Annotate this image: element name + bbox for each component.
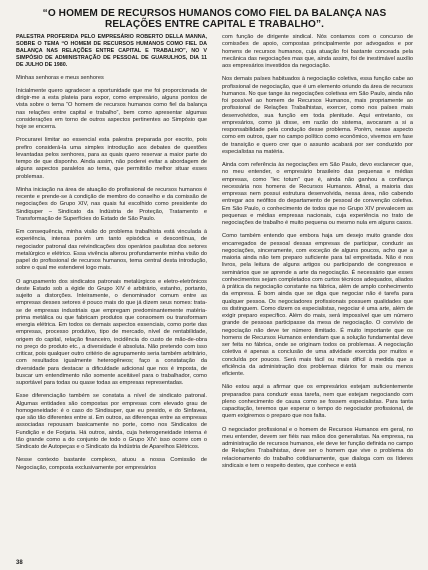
article-paragraph: Como também entendo que embora haja um desejo muito grande dos encarregados de pessoal dessas empresas de participar, conduzir as negociações, sinceramente, com exceção de alguns poucos, acho que a maioria ainda não tem preparo suficiente para tal empreitada. Não é nos livros, pela leitura de alguns artigos ou participando de congressos e seminários que se aprende a arte da negociação. É necessário que esses conhecimentos sejam completados com curtos técnicos adequados, aliados à prática da negociação constante na fábrica, além de amplo conhecimento da empresa. É bom ainda que se diga que negociar não é tarefa para qualquer pessoa. Os negociadores profissionais possuem qualidades que os distinguem. Como dizem os especialistas, negociar é uma arte, além de exigir preparo específico. Além do mais, será impossível que um número grande de pessoas participasse da mesa de negociação. O convívio de negociação não deve ter número ilimitado. É muito importante que os homens de Recursos Humanos entendam que a solução fundamental deve ser feita no fábrica, onde se originam todos os problemas. A negociação coletiva é apenas a conclusão de uma atividade exercida por muitos e concluída por poucos. Será mais fácil ou mais difícil à medida que a eficiência da administração dos problemas diários for mais ou menos eficiente. [222,233,413,377]
article-paragraph: com função de dirigente sindical. Nós contamos com o concurso de comissões de apoio, compostas principalmente por advogados e por homens de recursos humanos, cuja atuação foi bastante conceada pela mecânica das negociações mas que, ainda assim, foi de inestimável auxílio aos empresários investidos da negociação. [222,34,413,69]
article-paragraph: Minhas senhoras e meus senhores [16,74,104,81]
article-paragraph: O agrupamento dos sindicatos patronais metalúrgicos e eletro-eletrônicos deste Estado sob a égide do Grupo XIV é arbitrário, estanho, portanto, sujeito a distorções. Inteiramente, o denominador comum entre as empresas desses setores é pouco mais do que já dizem seus nomes: trata-se de empresas industriais que empregam predominantemente matéria-prima metálica ou que fabricam produtos que consomem ou transformam energia elétrica. Em todos os demais aspectos essenciais, como porte das empresas, processo produtivo, tipo de mercado, nível de rentabilidade, origem do capital, relação financeiro, incidência do custo de mão-de-obra no preço do produto etc., a diversidade é absoluta. Não pretendo com isso criticar, pois qualquer outro critério de agrupamento seria também arbitrário, com resultados igualmente heterogêneos; faço a constatação da diversidade para destacar a dificuldade adicional que nos é imposta, de buscar um entendimento não somente aceitável para o trabalhador, como suportável para todas ou quase todas as empresas representadas. [16,278,207,387]
article-paragraph: Em consequência, minha visão do problema trabalhista está vinculada à experiência, intensa porém um tanto episódica e descontínua, de negociador patronal das reivindicações dos operários paulistas dos setores metalúrgico e elétrico. Essa vivência alterou profundamente minha visão do papel do profissional de recursos humanos, tema central desta introdução, sobre o qual me estenderei logo mais. [16,229,207,272]
article-lead: PALESTRA PROFERIDA PELO EMPRESÁRIO ROBERTO DELLA MANNA, SOBRE O TEMA “O HOMEM DE RECURSOS HUMANOS COMO FIEL DA BALANÇA NAS RELAÇÕES ENTRE CAPITAL E TRABALHO”, NO V SIMPÓSIO DE ADMINISTRAÇÃO DE PESSOAL DE GUARULHOS, DIA 11 DE JULHO DE 1980. [16,34,207,68]
article-paragraph: Minha iniciação na área de atuação do profissional de recursos humanos é recente e prende-se à condição de membro do conselho e da comissão de negociações do Grupo XIV, nas quais fui escolhido como presidente do Sindiquper – Sindicato da Indústria de Proteção, Tratamento e Transformação de Superfícies do Estado de São Paulo. [16,186,207,222]
article-paragraph: Inicialmente quero agradecer a oportunidade que me foi proporcionada de dirigir-me a esta plateia para expor, como empresário, alguns pontos de vista sobre o tema “O homem de recursos humanos como fiel da balança nas relações entre capital e trabalho”, bem como apresentar algumas considerações em torno de outros aspectos pertinentes ao Simpósio que hoje se encerra. [16,87,207,131]
article-paragraph: O negociador profissional e o homem de Recursos Humanos em geral, no meu entender, devem ser fiéis nas mãos dos generalistas. Na empresa, na administração de recursos humanos, ele deve ter função definida no campo de Relações Trabalhistas, deve ser o homem que vive o problema do relacionamento do trabalho cotidianamente, que dialoga com os líderes sindicais e tem o respeito destes, que conhece e está [222,426,413,469]
left-column [16,34,207,478]
page-number: 38 [16,560,23,566]
article-paragraph: Nesse contexto bastante complexo, atuou a nossa Comissão de Negociação, composta exclusivamente por empresários [16,457,207,471]
article-title: “O HOMEM DE RECURSOS HUMANOS COMO FIEL DA BALANÇA NAS RELAÇÕES ENTRE CAPITAL E TRABALHO”. [42,8,387,30]
article-paragraph: Esse diferenciação também se constata a nível de sindicato patronal. Algumas entidades são compostas por empresas com elevado grau de homogeneidade: é o caso do Sindisuper, que eu presido, e do Sinfavea, que são tão diferentes entre si. Em outros, as diferenças entre as empresas associadas repousam basicamente no porte, como nos Sindicatos de Fundição e de Forjaria. Há outros, ainda, cuja heterogeneidade interna é tão grande como a do conjunto de todo o Grupo XIV: isso ocorre com o Sindicato de Autopeças e o Sindicato da Indústria de Aparelhos Elétricos. [16,393,207,451]
article-paragraph: Nos demais países habituados à negociação coletiva, essa função cabe ao profissional de negociação, que é um elemento oriundo da área de recursos humanos. No que tange às negociações coletivas em São Paulo, ainda não foi possível ao homem de Recursos Humanos, mais propriamente ao profissional de Relações Trabalhistas, exercer, como nos países mais desenvolvidos, sua função em toda plenitude. Aqui entretanto, os empresários, como já disse, em razão do sistema, avocaram a si a responsabilidade pela condução desse problema. Porém, nesse aspecto como em outros, quer no campo político como econômico, vivemos em fase de transição e quero crer que o assunto acabará por ser conduzido por especialistas na matéria. [222,76,413,155]
right-column [222,34,413,478]
article-paragraph: Ainda com referência às negociações em São Paulo, devo esclarecer que, no meu entender, o empresário brasileiro das pequenas e médias empresas, como “lec totum” que é, ainda não ganhou a confiança necessária nos homens de Recursos Humanos. Afinal, a maioria das empresas nem possui estrutura desenvolvida, nessa área, não cabendo entregar aos neófitos do departamento de pessoal de convenção coletiva. Em São Paulo, o conhecimento de todos que no Grupo XIV prevalecem as pequenas e médias empresas nacionais, cuja experiência no trato de negociações de trabalho é muito pequena ou mesmo nula em alguns casos. [222,162,413,226]
article-body [16,34,413,478]
article-paragraph: Não estou aqui a afirmar que os empresários estejam suficientemente preparados para conduzir essa tarefa, nem que estejam negociando com pleno conhecimento de causa como se fossem especialistas. Para tanta capacitação, teremos que esperar o tempo do negociador profissional, de quem exigiremos o preparo que nos falta. [222,384,413,420]
article-paragraph: Procurarei limitar ao essencial esta palestra preparada por escrito, pois prefiro considerá-la uma simples introdução aos debates de questões levantadas pelos senhores, para as quais quero reservar a maior parte do tempo de que disponho. Ainda assim, não poderei evitar a abordagem de alguns aspectos paralelos ao tema, que permitirão melhor situar esses problemas. [16,137,207,180]
